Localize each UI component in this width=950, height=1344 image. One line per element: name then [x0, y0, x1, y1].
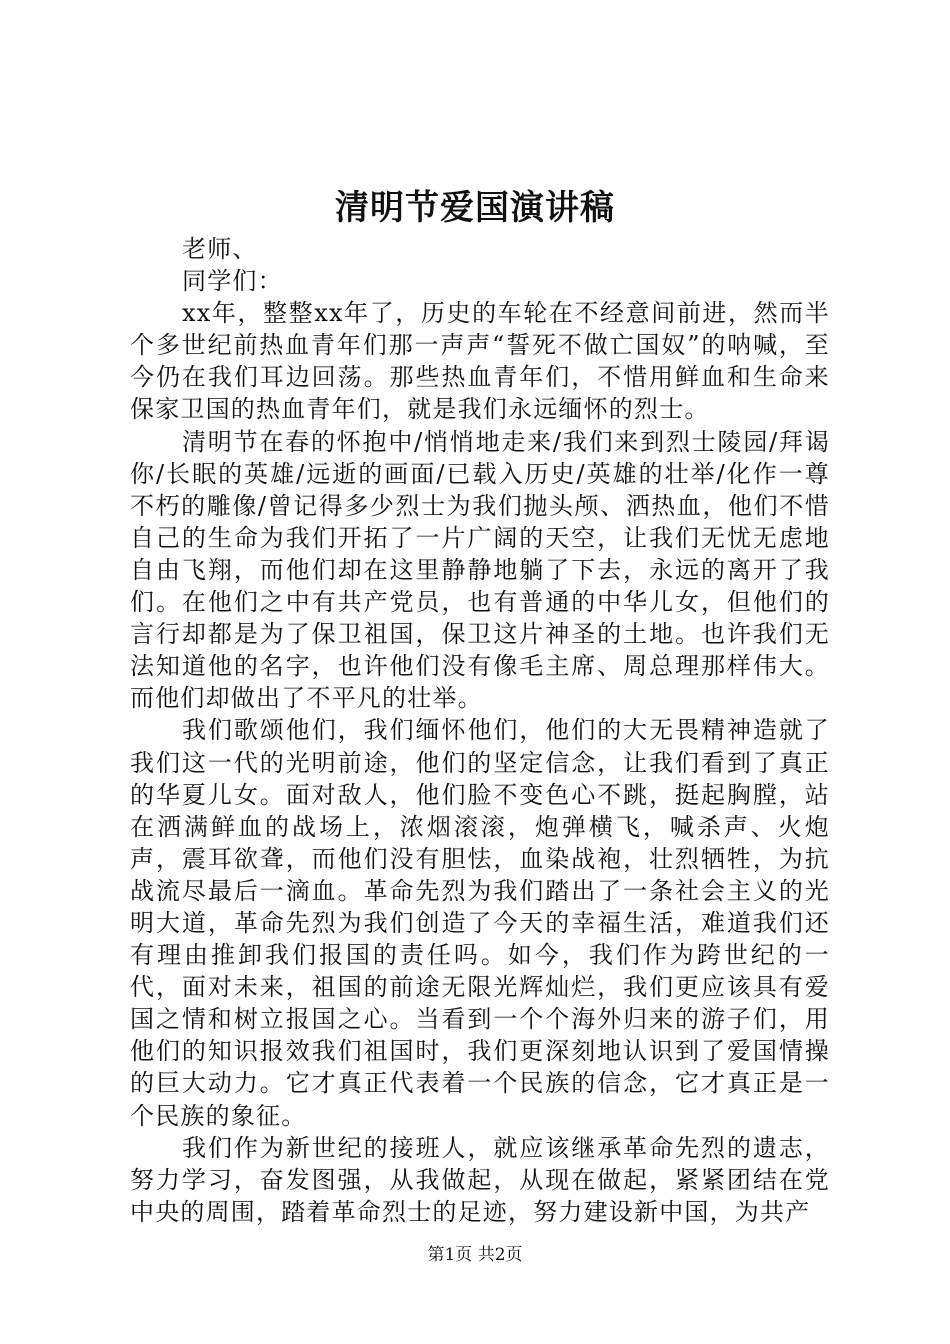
paragraph-2: 清明节在春的怀抱中/悄悄地走来/我们来到烈士陵园/拜谒你/长眠的英雄/远逝的画面/已载入历史/英雄的壮举/化作一尊不朽的雕像/曾记得多少烈士为我们抛头颅、洒热血，他们不惜自己的生命为我们开拓了一片广阔的天空，让我们无忧无虑地自由飞翔，而他们却在这里静静地躺了下去，永远的离开了我们。在他们之中有共产党员，也有普通的中华儿女，但他们的言行却都是为了保卫祖国，保卫这片神圣的土地。也许我们无法知道他的名字，也许他们没有像毛主席、周总理那样伟大。而他们却做出了不平凡的壮举。 [130, 427, 830, 713]
paragraph-4: 我们作为新世纪的接班人，就应该继承革命先烈的遗志，努力学习，奋发图强，从我做起，从现在做起，紧紧团结在党中央的周围，踏着革命烈士的足迹，努力建设新中国，为共产 [130, 1133, 830, 1226]
paragraph-3: 我们歌颂他们，我们缅怀他们，他们的大无畏精神造就了我们这一代的光明前途，他们的坚定信念，让我们看到了真正的华夏儿女。面对敌人，他们脸不变色心不跳，挺起胸膛，站在洒满鲜血的战场上，浓烟滚滚，炮弹横飞，喊杀声、火炮声，震耳欲聋，而他们没有胆怯，血染战袍，壮烈牺牲，为抗战流尽最后一滴血。革命先烈为我们踏出了一条社会主义的光明大道，革命先烈为我们创造了今天的幸福生活，难道我们还有理由推卸我们报国的责任吗。如今，我们作为跨世纪的一代，面对未来，祖国的前途无限光辉灿烂，我们更应该具有爱国之情和树立报国之心。当看到一个个海外归来的游子们，用他们的知识报效我们祖国时，我们更深刻地认识到了爱国情操的巨大动力。它才真正代表着一个民族的信念，它才真正是一个民族的象征。 [130, 716, 830, 1130]
salutation-students: 同学们： [182, 267, 283, 296]
document-title: 清明节爱国演讲稿 [335, 188, 615, 228]
paragraph-1: xx年，整整xx年了，历史的车轮在不经意间前进，然而半个多世纪前热血青年们那一声声“誓死不做亡国奴”的呐喊，至今仍在我们耳边回荡。那些热血青年们，不惜用鲜血和生命来保家卫国的热血青年们，就是我们永远缅怀的烈士。 [130, 299, 830, 424]
page-footer: 第1页 共2页 [427, 1245, 523, 1265]
salutation-teachers: 老师、 [182, 235, 258, 263]
document-body [130, 233, 830, 1228]
